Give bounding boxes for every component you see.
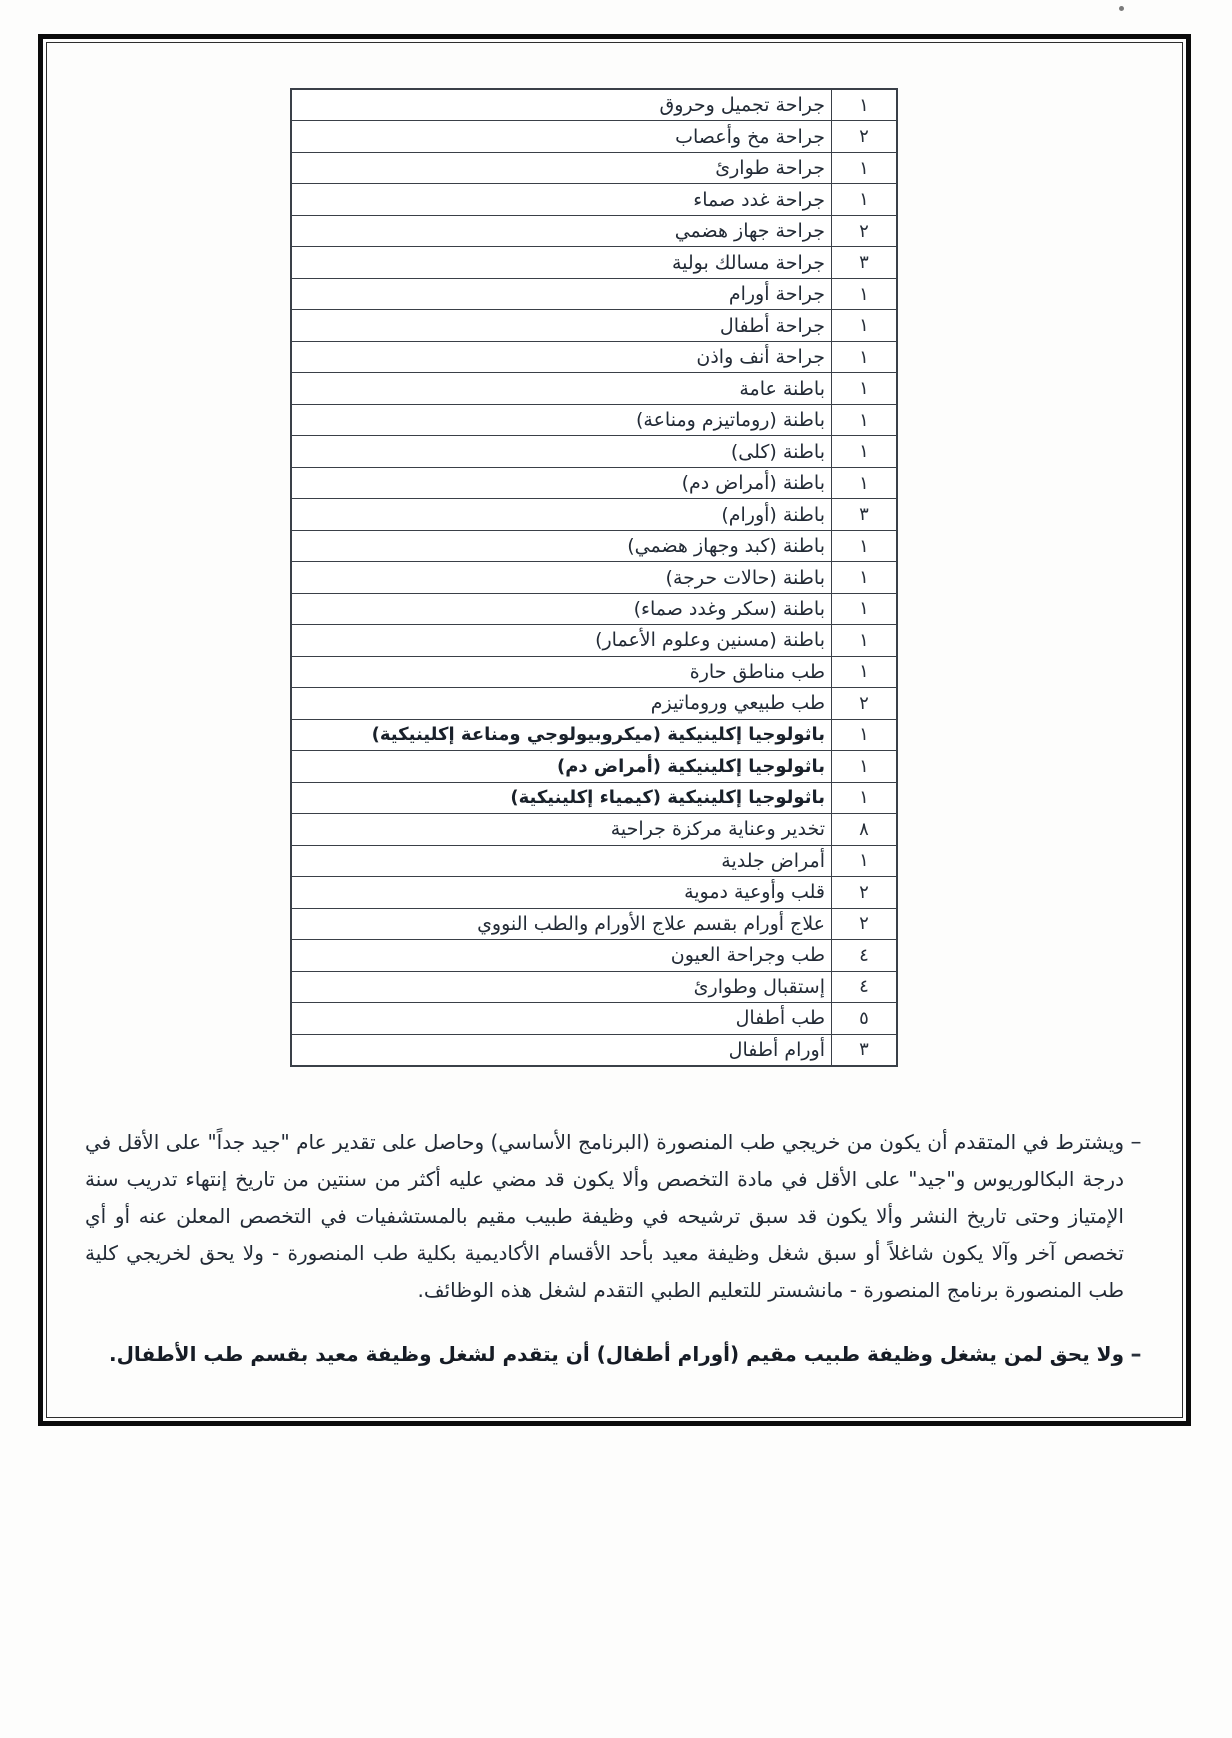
count-cell: ١ <box>831 405 896 435</box>
specialty-cell: طب مناطق حارة <box>689 660 825 683</box>
table-row <box>292 783 896 814</box>
specialty-cell: طب وجراحة العيون <box>670 944 825 967</box>
count-cell: ١ <box>831 153 896 183</box>
specialty-cell: طب طبيعي وروماتيزم <box>650 692 825 715</box>
specialty-cell: تخدير وعناية مركزة جراحية <box>610 818 825 841</box>
table-row <box>292 562 896 593</box>
paragraph-line: درجة البكالوريوس و"جيد" على الأقل في مادة التخصص وألا يكون قد مضي عليه أكثر من سنتين من تاريخ إنتهاء تدريب سنة <box>85 1167 1124 1191</box>
table-row <box>292 1003 896 1034</box>
count-cell: ١ <box>831 184 896 214</box>
table-row <box>292 909 896 940</box>
specialty-cell: باطنة (سكر وغدد صماء) <box>633 597 825 620</box>
count-cell: ١ <box>831 751 896 781</box>
specialty-cell: إستقبال وطوارئ <box>693 975 825 998</box>
pediatric-restriction-paragraph: ولا يحق لمن يشغل وظيفة طبيب مقيم (أورام أطفال) أن يتقدم لشغل وظيفة معيد بقسم طب الأطفال. <box>108 1342 1124 1366</box>
count-cell: ٣ <box>831 1035 896 1065</box>
table-row <box>292 373 896 404</box>
table-row <box>292 531 896 562</box>
count-cell: ٣ <box>831 247 896 277</box>
specialty-cell: باثولوجيا إكلينيكية (ميكروبيولوجي ومناعة إكلينيكية) <box>371 724 825 746</box>
count-cell: ٢ <box>831 909 896 939</box>
specialty-cell: باطنة عامة <box>739 377 825 400</box>
count-cell: ٢ <box>831 877 896 907</box>
specialty-cell: باثولوجيا إكلينيكية (أمراض دم) <box>556 755 825 777</box>
table-row <box>292 310 896 341</box>
eligibility-paragraph <box>85 1124 1124 1309</box>
table-row <box>292 720 896 751</box>
paragraph-line: طب المنصورة برنامج المنصورة - مانشستر للتعليم الطبي التقدم لشغل هذه الوظائف. <box>417 1278 1124 1302</box>
specialty-cell: جراحة غدد صماء <box>693 188 825 211</box>
table-row <box>292 1035 896 1065</box>
bullet-dash-icon: – <box>1130 1130 1142 1155</box>
table-row <box>292 940 896 971</box>
specialty-cell: باطنة (كلى) <box>730 440 825 463</box>
count-cell: ١ <box>831 783 896 813</box>
specialty-cell: جراحة مسالك بولية <box>671 251 825 274</box>
count-cell: ١ <box>831 594 896 624</box>
specialty-cell: باطنة (حالات حرجة) <box>665 566 825 589</box>
table-row <box>292 814 896 845</box>
table-row <box>292 846 896 877</box>
specialty-cell: باطنة (مسنين وعلوم الأعمار) <box>595 629 825 652</box>
count-cell: ١ <box>831 562 896 592</box>
specialty-cell: جراحة أنف واذن <box>696 346 825 369</box>
specialty-cell: جراحة طوارئ <box>715 157 825 180</box>
table-row <box>292 184 896 215</box>
specialty-cell: طب أطفال <box>735 1007 825 1030</box>
pediatric-restriction-condition <box>85 1336 1148 1373</box>
eligibility-condition <box>85 1124 1148 1309</box>
count-cell: ١ <box>831 846 896 876</box>
table-row <box>292 121 896 152</box>
count-cell: ١ <box>831 373 896 403</box>
specialty-cell: باطنة (أمراض دم) <box>681 472 825 495</box>
table-row <box>292 657 896 688</box>
paragraph-line: ويشترط في المتقدم أن يكون من خريجي طب المنصورة (البرنامج الأساسي) وحاصل على تقدير عام "جيد جداً" على الأقل في <box>85 1130 1124 1154</box>
table-row <box>292 153 896 184</box>
count-cell: ١ <box>831 657 896 687</box>
specialty-cell: باثولوجيا إكلينيكية (كيمياء إكلينيكية) <box>510 787 825 809</box>
table-row <box>292 216 896 247</box>
specialty-cell: أمراض جلدية <box>721 849 825 872</box>
specialty-cell: جراحة مخ وأعصاب <box>675 125 825 148</box>
count-cell: ٣ <box>831 499 896 529</box>
count-cell: ١ <box>831 720 896 750</box>
specialty-cell: جراحة تجميل وحروق <box>659 94 825 117</box>
count-cell: ٤ <box>831 940 896 970</box>
paragraph-line: الإمتياز وحتى تاريخ النشر وألا يكون قد سبق ترشيحه في وظيفة طبيب مقيم بالمستشفيات في التخصص المعلن عنه أو أي <box>85 1204 1124 1228</box>
specialty-cell: علاج أورام بقسم علاج الأورام والطب النووي <box>477 912 825 935</box>
count-cell: ١ <box>831 342 896 372</box>
specialty-cell: باطنة (أورام) <box>721 503 825 526</box>
count-cell: ٥ <box>831 1003 896 1033</box>
count-cell: ١ <box>831 436 896 466</box>
table-row <box>292 247 896 278</box>
count-cell: ١ <box>831 468 896 498</box>
scan-speck <box>1119 6 1124 11</box>
specialty-cell: باطنة (كبد وجهاز هضمي) <box>627 535 825 558</box>
specialty-cell: جراحة جهاز هضمي <box>674 220 825 243</box>
table-row <box>292 405 896 436</box>
table-row <box>292 625 896 656</box>
table-row <box>292 279 896 310</box>
count-cell: ٢ <box>831 216 896 246</box>
specialty-cell: باطنة (روماتيزم ومناعة) <box>635 409 825 432</box>
count-cell: ١ <box>831 625 896 655</box>
count-cell: ١ <box>831 279 896 309</box>
specialties-table <box>290 88 898 1067</box>
table-row <box>292 499 896 530</box>
table-row <box>292 751 896 782</box>
table-row <box>292 877 896 908</box>
count-cell: ١ <box>831 310 896 340</box>
count-cell: ١ <box>831 531 896 561</box>
table-row <box>292 972 896 1003</box>
count-cell: ٤ <box>831 972 896 1002</box>
table-row <box>292 90 896 121</box>
specialty-cell: جراحة أورام <box>728 283 825 306</box>
count-cell: ٢ <box>831 121 896 151</box>
bullet-dash-icon: – <box>1130 1342 1142 1367</box>
count-cell: ٢ <box>831 688 896 718</box>
table-row <box>292 594 896 625</box>
specialty-cell: جراحة أطفال <box>719 314 825 337</box>
specialty-cell: قلب وأوعية دموية <box>684 881 825 904</box>
table-row <box>292 688 896 719</box>
table-row <box>292 436 896 467</box>
table-row <box>292 468 896 499</box>
specialty-cell: أورام أطفال <box>728 1038 825 1061</box>
count-cell: ٨ <box>831 814 896 844</box>
count-cell: ١ <box>831 90 896 120</box>
paragraph-line: تخصص آخر وآلا يكون شاغلاً أو سبق شغل وظيفة معيد بأحد الأقسام الأكاديمية بكلية طب المنصورة - ولا يحق لخريجي كلية <box>85 1241 1124 1265</box>
table-row <box>292 342 896 373</box>
